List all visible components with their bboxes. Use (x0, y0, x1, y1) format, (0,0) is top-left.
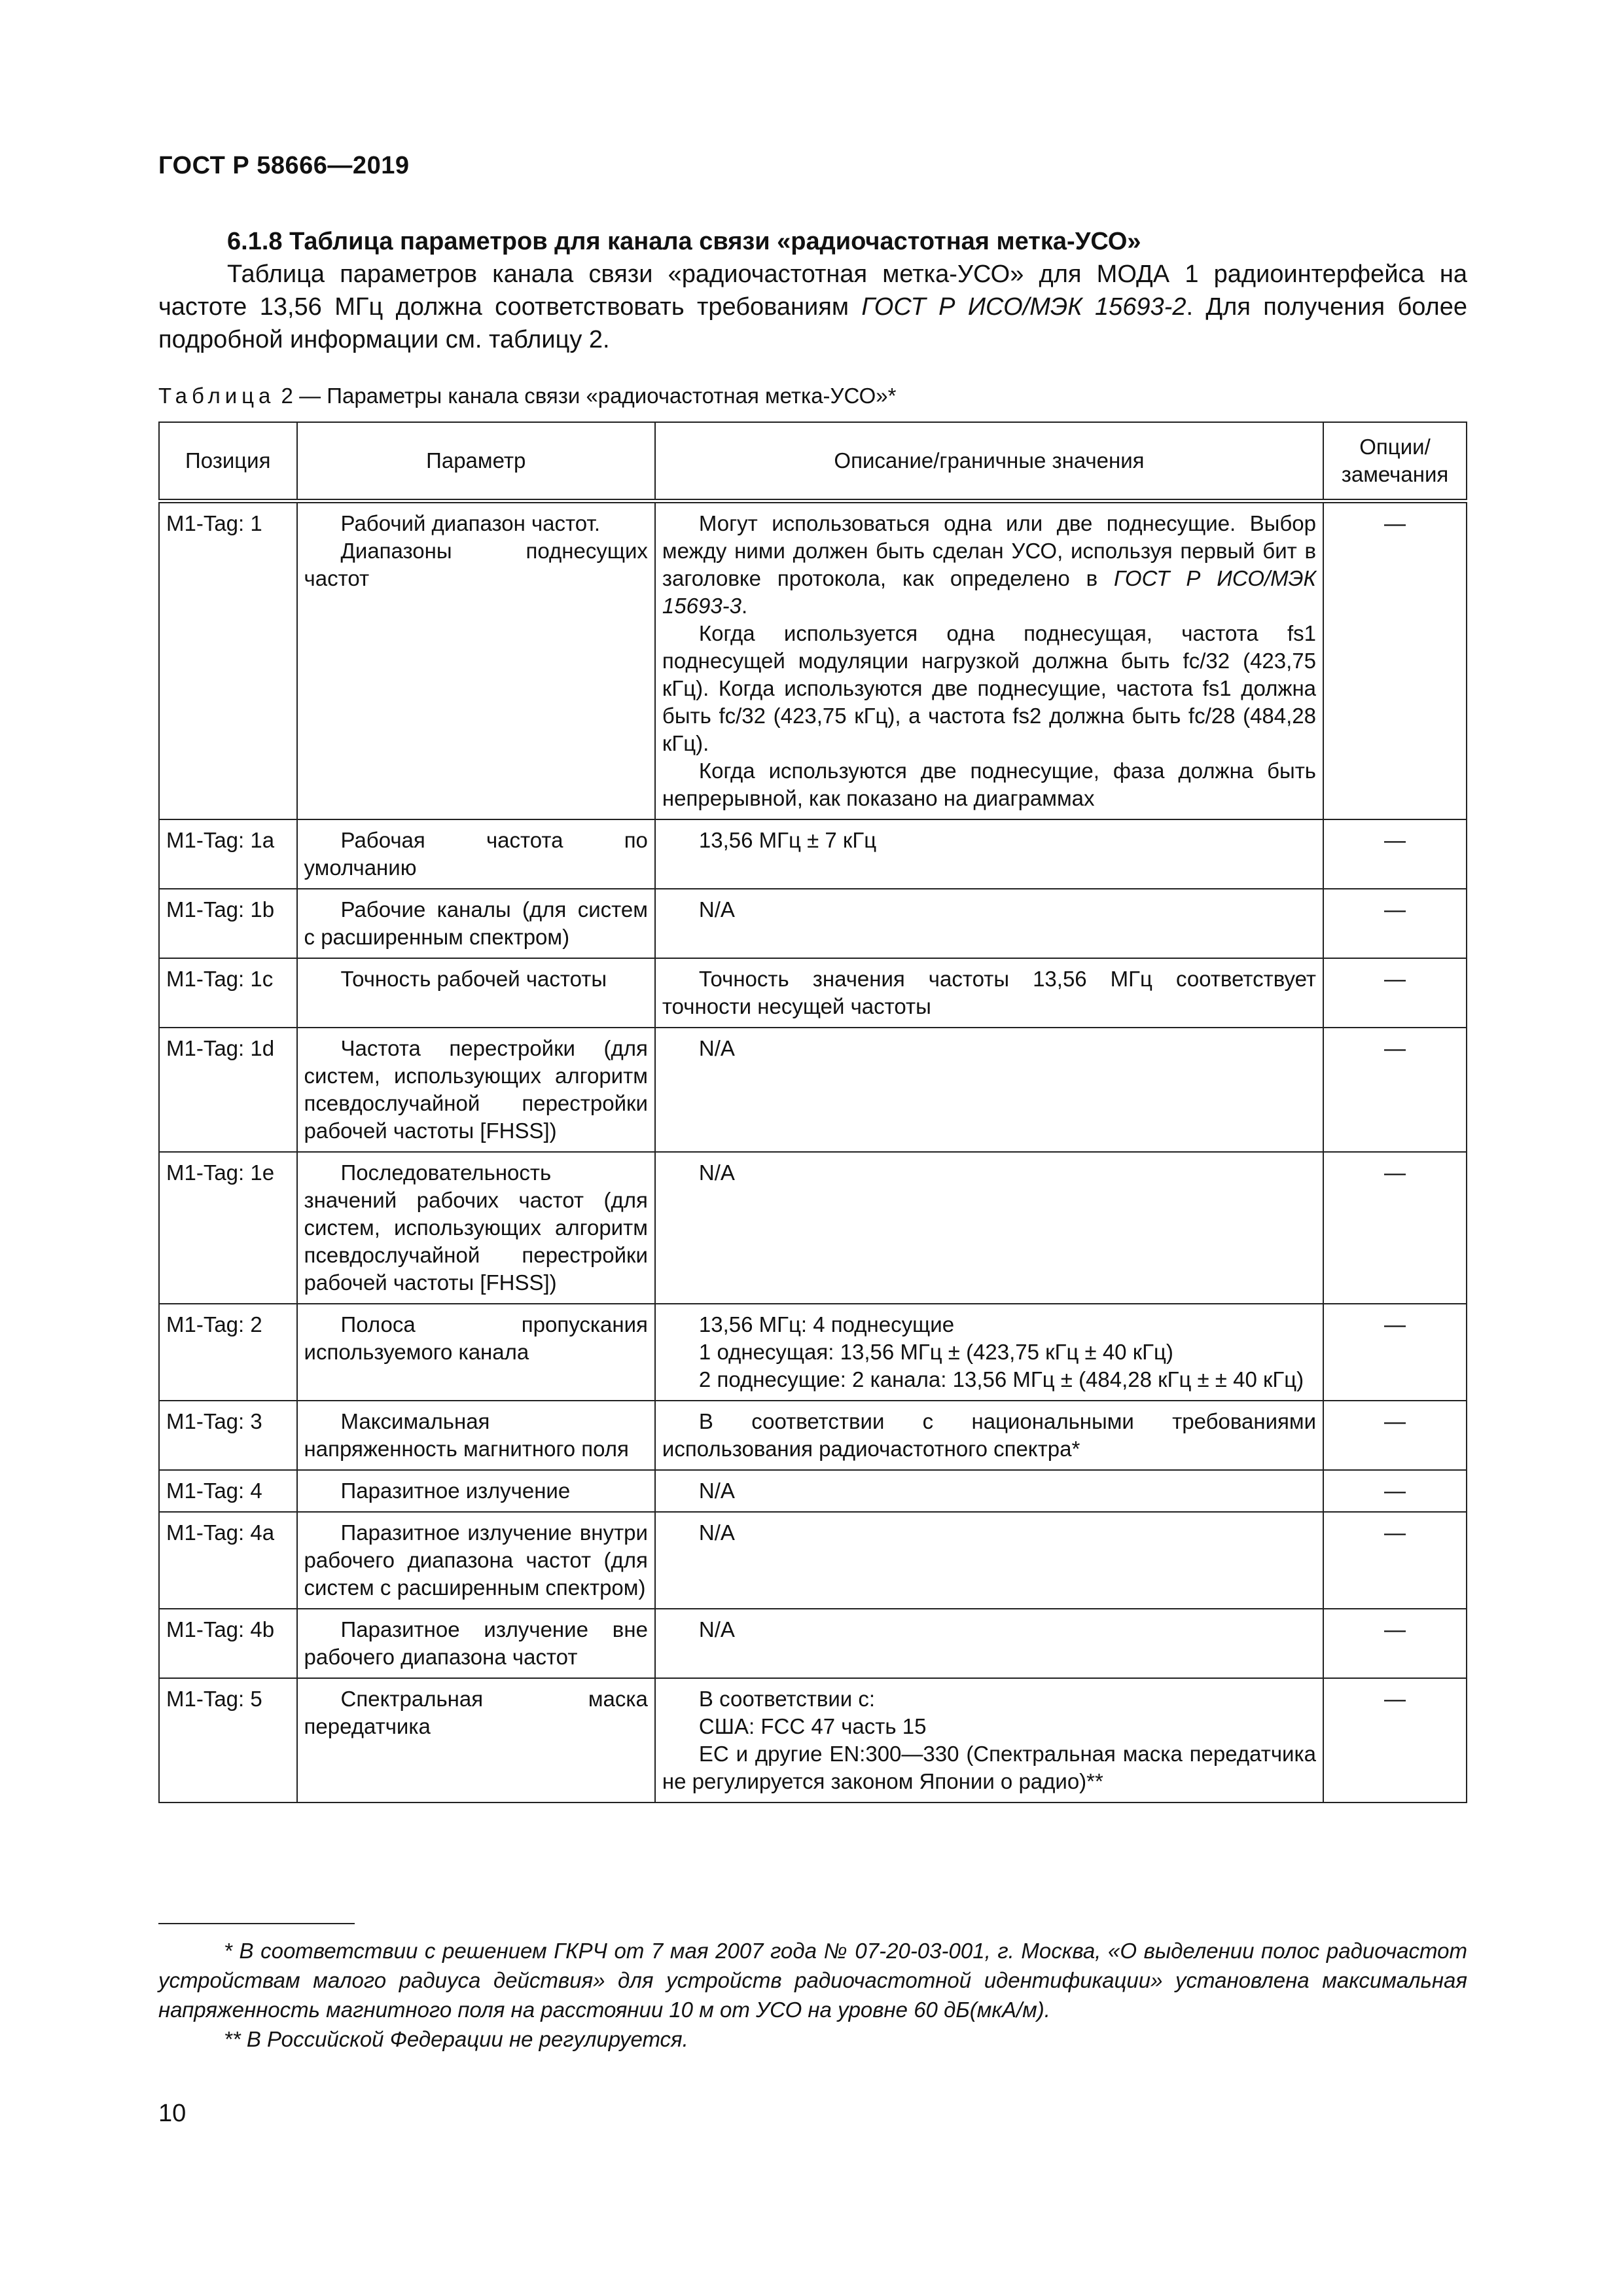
para-text-2: . Для получения более подробной информации см. таблицу 2. (158, 293, 1467, 353)
cell-options: — (1323, 1152, 1467, 1304)
cell-position: M1-Tag: 3 (159, 1401, 297, 1470)
cell-options: — (1323, 501, 1467, 820)
cell-options: — (1323, 1512, 1467, 1609)
desc-text-end: . (741, 594, 748, 618)
cell-description (655, 1304, 1323, 1401)
cell-description: N/A (655, 1152, 1323, 1304)
section-6-1-8 (158, 225, 1467, 356)
table-header-row (159, 422, 1467, 501)
cell-options: — (1323, 1470, 1467, 1512)
table-row (159, 501, 1467, 820)
cell-description: Точность значения частоты 13,56 МГц соответствует точности несущей частоты (655, 958, 1323, 1028)
desc-line-1: В соответствии с: (698, 1687, 876, 1711)
cell-position: M1-Tag: 1b (159, 889, 297, 958)
cell-position: M1-Tag: 2 (159, 1304, 297, 1401)
cell-options: — (1323, 1678, 1467, 1803)
table-row (159, 1028, 1467, 1152)
cell-parameter: Паразитное излучение внутри рабочего диапазона частот (для систем с расширенным спектром) (297, 1512, 655, 1609)
cell-options: — (1323, 1028, 1467, 1152)
cell-position: M1-Tag: 1 (159, 501, 297, 820)
table-caption (158, 384, 896, 408)
cell-description: В соответствии с национальными требованиями использования радиочастотного спектра* (655, 1401, 1323, 1470)
table-row (159, 1470, 1467, 1512)
header-options: Опции/ замечания (1323, 422, 1467, 501)
cell-description: N/A (655, 1028, 1323, 1152)
table-row (159, 958, 1467, 1028)
table-row (159, 889, 1467, 958)
cell-options: — (1323, 958, 1467, 1028)
cell-parameter: Рабочие каналы (для систем с расширенным спектром) (297, 889, 655, 958)
cell-description: N/A (655, 1609, 1323, 1678)
table-row (159, 1304, 1467, 1401)
cell-position: M1-Tag: 4b (159, 1609, 297, 1678)
section-heading: 6.1.8 Таблица параметров для канала связи «радиочастотная метка-УСО» (227, 228, 1141, 255)
footnotes (158, 1936, 1467, 2054)
desc-paragraph-2: Когда используется одна поднесущая, частота fs1 поднесущей модуляции нагрузкой должна быть fc/32 (423,75 кГц). Когда используются две поднесущие, частота fs1 должна быть fc/32 (423,75 кГц), а частота fs2 должна быть fc/28 (484,28 кГц). (662, 621, 1317, 755)
cell-description (655, 1678, 1323, 1803)
desc-paragraph-3: Когда используются две поднесущие, фаза должна быть непрерывной, как показано на диаграммах (662, 759, 1317, 810)
section-paragraph (158, 258, 1467, 356)
table-row (159, 1401, 1467, 1470)
table-row (159, 1152, 1467, 1304)
cell-options: — (1323, 889, 1467, 958)
header-position: Позиция (159, 422, 297, 501)
page-number: 10 (158, 2100, 187, 2127)
parameters-table (158, 422, 1467, 1803)
cell-description: N/A (655, 1512, 1323, 1609)
para-text-1: Таблица параметров канала связи «радиочастотная метка-УСО» для МОДА 1 радиоинтерфейса на частоте 13,56 МГц должна соответствовать требованиям (158, 260, 1467, 321)
cell-options: — (1323, 1401, 1467, 1470)
cell-parameter: Паразитное излучение (297, 1470, 655, 1512)
cell-position: M1-Tag: 1a (159, 819, 297, 889)
header-description: Описание/граничные значения (655, 422, 1323, 501)
cell-parameter: Частота перестройки (для систем, использующих алгоритм псевдослучайной перестройки рабочей частоты [FHSS]) (297, 1028, 655, 1152)
desc-text: Могут использоваться одна или две поднесущие. Выбор между ними должен быть сделан УСО, используя первый бит в заголовке протокола, как определено в (662, 511, 1317, 590)
cell-position: M1-Tag: 5 (159, 1678, 297, 1803)
footnote-2: ** В Российской Федерации не регулируется. (224, 2027, 688, 2051)
table-row (159, 1512, 1467, 1609)
cell-parameter: Максимальная напряженность магнитного поля (297, 1401, 655, 1470)
cell-parameter: Рабочая частота по умолчанию (297, 819, 655, 889)
param-line-1: Рабочий диапазон частот. (340, 511, 600, 535)
cell-options: — (1323, 1609, 1467, 1678)
cell-options: — (1323, 819, 1467, 889)
table-row (159, 819, 1467, 889)
cell-options: — (1323, 1304, 1467, 1401)
cell-position: M1-Tag: 1c (159, 958, 297, 1028)
caption-prefix: Таблица (158, 384, 276, 408)
desc-standard-ref: ГОСТ Р ИСО/МЭК 15693-3 (662, 566, 1317, 618)
cell-description: 13,56 МГц ± 7 кГц (655, 819, 1323, 889)
cell-parameter: Спектральная маска передатчика (297, 1678, 655, 1803)
cell-description: N/A (655, 1470, 1323, 1512)
para-standard-ref: ГОСТ Р ИСО/МЭК 15693-2 (861, 293, 1186, 321)
desc-line-3: 2 поднесущие: 2 канала: 13,56 МГц ± (484,28 кГц ± ± 40 кГц) (698, 1367, 1304, 1391)
table-row (159, 1609, 1467, 1678)
desc-paragraph-1 (662, 510, 1316, 620)
cell-parameter: Полоса пропускания используемого канала (297, 1304, 655, 1401)
header-parameter: Параметр (297, 422, 655, 501)
cell-position: M1-Tag: 4 (159, 1470, 297, 1512)
desc-line-2: 1 однесущая: 13,56 МГц ± (423,75 кГц ± 40 кГц) (698, 1340, 1173, 1364)
cell-parameter: Паразитное излучение вне рабочего диапазона частот (297, 1609, 655, 1678)
desc-line-2: США: FCC 47 часть 15 (698, 1714, 927, 1738)
cell-position: M1-Tag: 1e (159, 1152, 297, 1304)
cell-parameter (297, 501, 655, 820)
cell-description (655, 501, 1323, 820)
desc-line-1: 13,56 МГц: 4 поднесущие (698, 1312, 955, 1336)
document-header: ГОСТ Р 58666—2019 (158, 152, 410, 179)
table-row (159, 1678, 1467, 1803)
footnote-divider (158, 1923, 355, 1924)
footnote-1: * В соответствии с решением ГКРЧ от 7 мая 2007 года № 07-20-03-001, г. Москва, «О выделении полос радиочастот устройствам малого радиуса действия» для устройств радиочастотной идентификации» установлена максимальная напряженность магнитного поля на расстоянии 10 м от УСО на уровне 60 дБ(мкА/м). (158, 1939, 1467, 2022)
cell-parameter: Последовательность значений рабочих частот (для систем, использующих алгоритм псевдослучайной перестройки рабочей частоты [FHSS]) (297, 1152, 655, 1304)
cell-position: M1-Tag: 4a (159, 1512, 297, 1609)
cell-position: M1-Tag: 1d (159, 1028, 297, 1152)
cell-description: N/A (655, 889, 1323, 958)
caption-text: 2 — Параметры канала связи «радиочастотная метка-УСО»* (275, 384, 897, 408)
param-line-2: Диапазоны поднесущих частот (304, 539, 648, 590)
desc-line-3: ЕС и другие EN:300—330 (Спектральная маска передатчика не регулируется законом Японии о радио)** (662, 1742, 1317, 1793)
cell-parameter: Точность рабочей частоты (297, 958, 655, 1028)
